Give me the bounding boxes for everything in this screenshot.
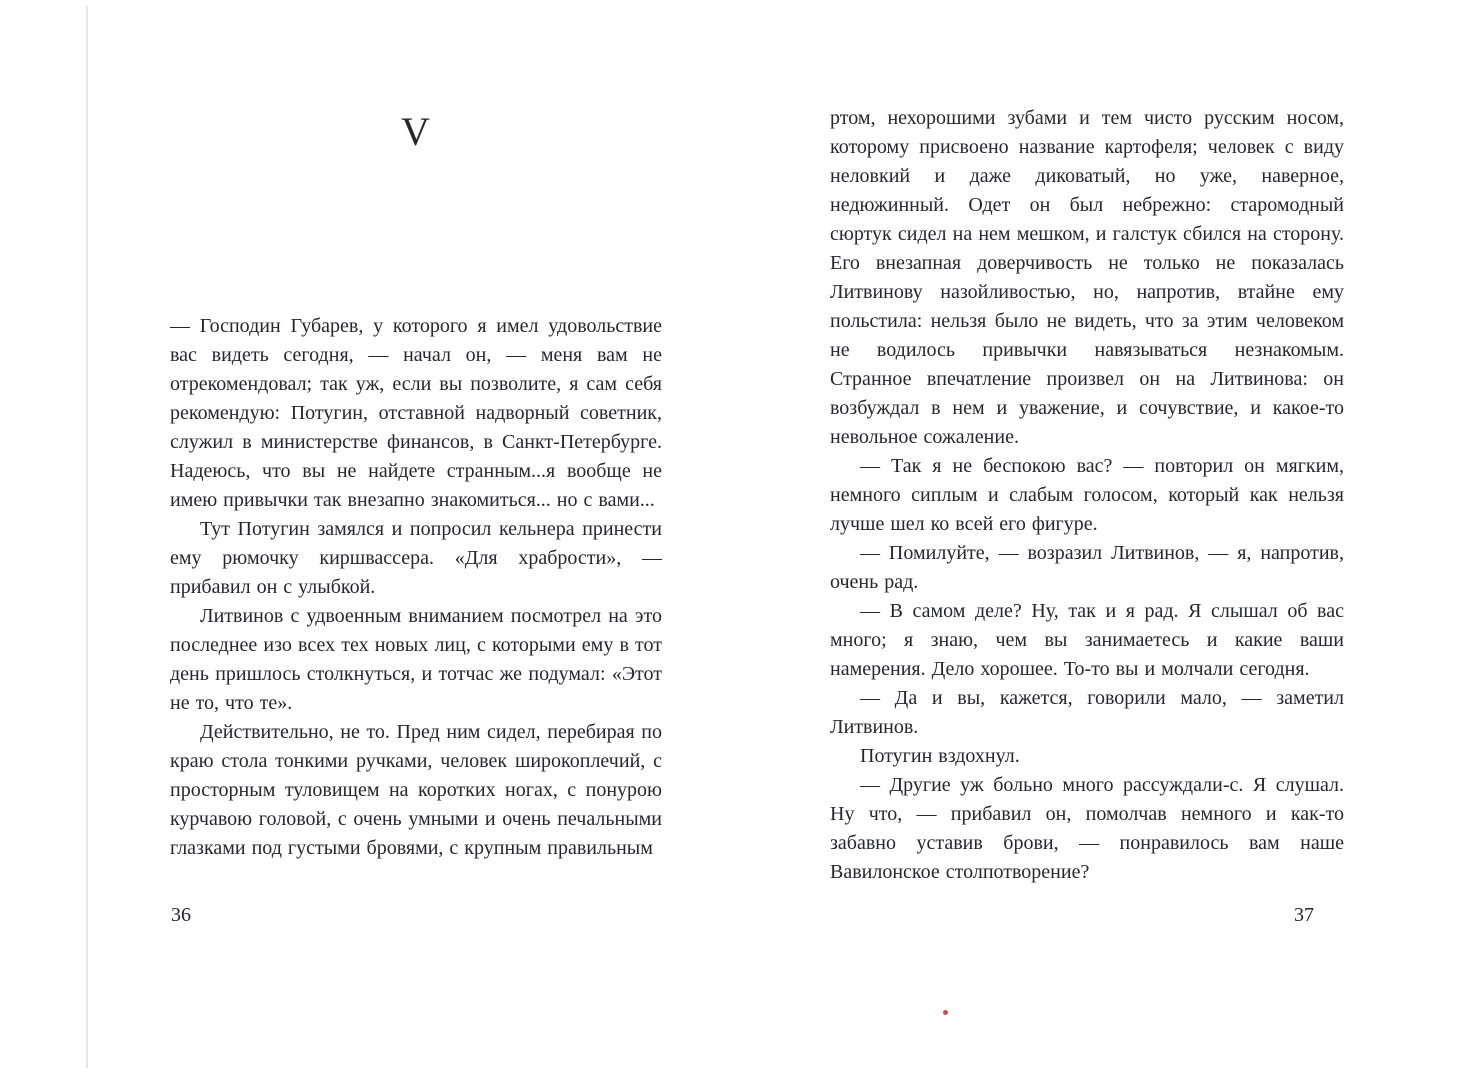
paragraph: — Так я не беспокою вас? — повторил он мягким, немного сиплым и слабым голосом, который как нельзя лучше шел ко всей его фигуре. [830, 455, 1344, 535]
scan-artifact-dot [943, 1010, 948, 1015]
paragraph: — В самом деле? Ну, так и я рад. Я слышал об вас много; я знаю, чем вы занимаетесь и какие ваши намерения. Дело хорошее. То-то вы и молчали сегодня. [830, 600, 1344, 680]
page-number-right: 37 [1294, 904, 1314, 926]
paragraph: — Другие уж больно много рассуждали-с. Я слушал. Ну что, — прибавил он, помолчав немного и как-то забавно уставив брови, — понравилось вам наше Вавилонское столпотворение? [830, 774, 1344, 883]
paragraph: Потугин вздохнул. [860, 745, 1020, 767]
paragraph: — Господин Губарев, у которого я имел удовольствие вас видеть сегодня, — начал он, — меня вам не отрекомендовал; так уж, если вы позволите, я сам себя рекомендую: Потугин, отставной надворный советник, служил в министерстве финансов, в Санкт-Петербурге. Надеюсь, что вы не найдете странным...я вообще не имею привычки так внезапно знакомиться... но с вами... [170, 315, 662, 511]
paragraph: Действительно, не то. Пред ним сидел, перебирая по краю стола тонкими ручками, человек широкоплечий, с просторным туловищем на коротких ногах, с понурою курчавою головой, с очень умными и очень печальными глазками под густыми бровями, с крупным правильным [170, 721, 662, 859]
page-number-left: 36 [171, 904, 191, 926]
chapter-heading: V [401, 109, 431, 154]
page-right [830, 104, 1344, 887]
paragraph: Литвинов с удвоенным вниманием посмотрел на это последнее изо всех тех новых лиц, с которыми ему в тот день пришлось столкнуться, и тотчас же подумал: «Этот не то, что те». [170, 605, 662, 714]
paragraph: — Помилуйте, — возразил Литвинов, — я, напротив, очень рад. [830, 542, 1344, 593]
paragraph: — Да и вы, кажется, говорили мало, — заметил Литвинов. [830, 687, 1344, 738]
page-left [170, 110, 662, 863]
paragraph: ртом, нехорошими зубами и тем чисто русским носом, которому присвоено название картофеля; человек с виду неловкий и даже диковатый, но уже, наверное, недюжинный. Одет он был небрежно: старомодный сюртук сидел на нем мешком, и галстук сбился на сторону. Его внезапная доверчивость не только не показалась Литвинову назойливостью, но, напротив, втайне ему польстила: нельзя было не видеть, что за этим человеком не водилось привычки навязываться незнакомым. Странное впечатление произвел он на Литвинова: он возбуждал в нем и уважение, и сочувствие, и какое-то невольное сожаление. [830, 107, 1344, 448]
page-edge-line [86, 6, 88, 1068]
paragraph: Тут Потугин замялся и попросил кельнера принести ему рюмочку киршвассера. «Для храбрости», — прибавил он с улыбкой. [170, 518, 662, 598]
